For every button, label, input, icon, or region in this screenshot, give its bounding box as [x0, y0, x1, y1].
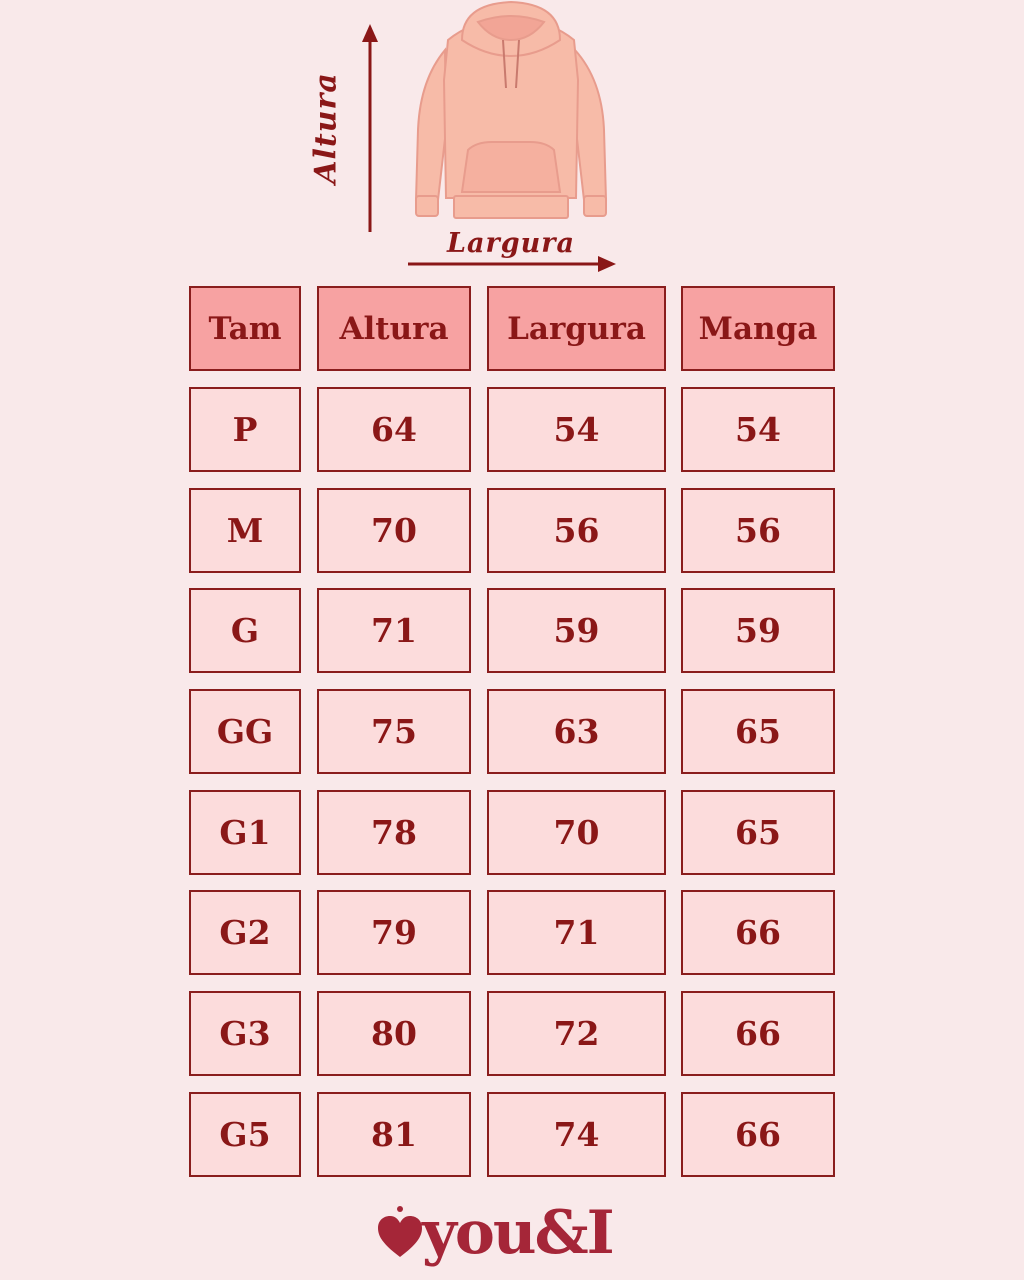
header-largura: Largura [487, 286, 666, 371]
heart-icon [374, 1203, 426, 1263]
table-cell-altura: 75 [317, 689, 471, 774]
table-cell-manga: 65 [681, 689, 835, 774]
table-cell-largura: 63 [487, 689, 666, 774]
brand-logo-text: you&I [422, 1198, 613, 1268]
table-cell-manga: 56 [681, 488, 835, 573]
header-altura: Altura [317, 286, 471, 371]
table-cell-largura: 54 [487, 387, 666, 472]
table-cell-manga: 66 [681, 1092, 835, 1177]
table-cell-largura: 59 [487, 588, 666, 673]
table-cell-manga: 54 [681, 387, 835, 472]
measurement-diagram [0, 0, 1024, 280]
table-cell-altura: 79 [317, 890, 471, 975]
table-cell-size: G5 [189, 1092, 301, 1177]
table-cell-altura: 81 [317, 1092, 471, 1177]
table-cell-largura: 74 [487, 1092, 666, 1177]
table-cell-altura: 78 [317, 790, 471, 875]
table-cell-altura: 71 [317, 588, 471, 673]
table-cell-largura: 56 [487, 488, 666, 573]
table-cell-size: G [189, 588, 301, 673]
table-cell-altura: 80 [317, 991, 471, 1076]
table-cell-largura: 71 [487, 890, 666, 975]
table-cell-manga: 65 [681, 790, 835, 875]
table-cell-largura: 70 [487, 790, 666, 875]
table-cell-size: G3 [189, 991, 301, 1076]
header-tam: Tam [189, 286, 301, 371]
brand-logo [374, 1196, 664, 1270]
table-cell-manga: 66 [681, 991, 835, 1076]
header-manga: Manga [681, 286, 835, 371]
table-cell-size: P [189, 387, 301, 472]
table-cell-largura: 72 [487, 991, 666, 1076]
hoodie-icon [416, 2, 606, 218]
table-cell-manga: 59 [681, 588, 835, 673]
table-cell-altura: 70 [317, 488, 471, 573]
table-cell-manga: 66 [681, 890, 835, 975]
table-cell-size: G1 [189, 790, 301, 875]
table-cell-size: G2 [189, 890, 301, 975]
height-arrow-icon [362, 24, 378, 232]
table-cell-size: GG [189, 689, 301, 774]
table-cell-altura: 64 [317, 387, 471, 472]
table-cell-size: M [189, 488, 301, 573]
height-label: Altura [308, 72, 344, 184]
width-label: Largura [447, 228, 575, 259]
